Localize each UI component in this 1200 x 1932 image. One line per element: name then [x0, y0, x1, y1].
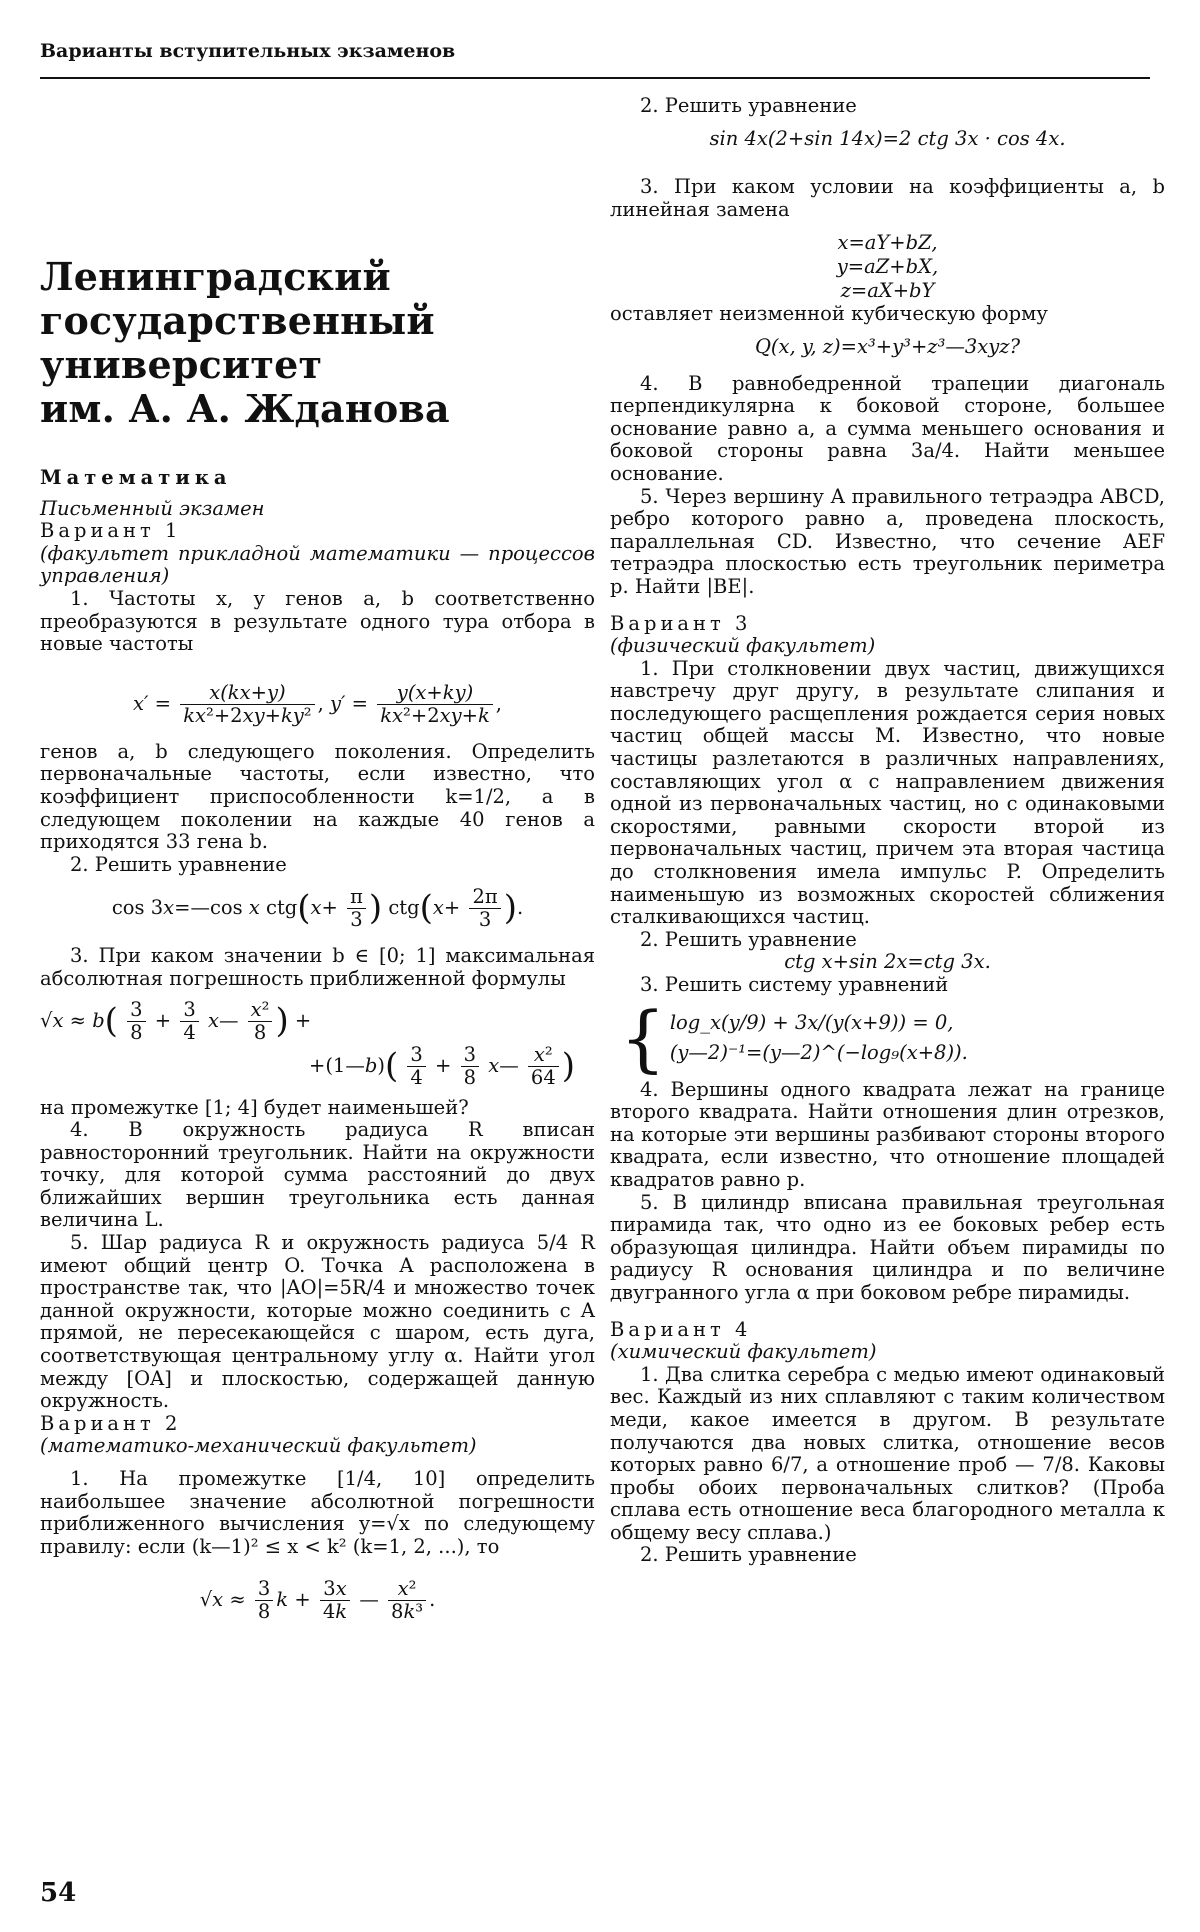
header-rule — [40, 77, 1150, 79]
v1-problem-1-cont: генов a, b следующего поколения. Определить первоначальные частоты, если известно, что коэффициент приспособленности k=1/2, а в следующем поколении на каждые 40 генов a приходятся 33 гена b. — [40, 739, 595, 854]
v1-problem-3-formula-1: √x ≈ b( $\frac{3}{8}$ + $\frac{3}{4}$ x— $\frac{\text{x²}}{8}$ ) + — [40, 997, 312, 1044]
title-line: государственный — [40, 298, 435, 343]
v3-problem-5: 5. В цилиндр вписана правильная треугольная пирамида так, что одно из ее боковых ребер есть образующая цилиндра. Найти объем пирамиды по радиусу R основания цилиндра и по величине двугранного угла α при боковом ребре пирамиды. — [610, 1190, 1165, 1304]
v1-problem-3: 3. При каком значении b ∈ [0; 1] максимальная абсолютная погрешность приближенной формулы — [40, 944, 595, 990]
running-header: Варианты вступительных экзаменов — [40, 40, 456, 62]
subject-heading: Математика — [40, 466, 232, 489]
v1-problem-1-formula: x′ = $\frac{x(kx+y)}{\text{kx²+2xy+ky²}}$ , y′ = $\frac{y(x+ky)}{\text{kx²+2xy+k}}$ , — [133, 680, 502, 727]
variant-3-faculty: (физический факультет) — [610, 634, 876, 658]
university-title — [40, 255, 595, 431]
substitution-line: z=aX+bY — [840, 279, 935, 303]
v3-problem-2-formula: ctg x+sin 2x=ctg 3x. — [784, 950, 991, 974]
system-brace: { — [620, 995, 666, 1080]
v3-problem-3-system — [620, 995, 1165, 1080]
v3-problem-3: 3. Решить систему уравнений — [640, 973, 949, 996]
substitution-line: y=aZ+bX, — [836, 255, 939, 279]
exam-type: Письменный экзамен — [40, 496, 265, 520]
title-line: Ленинградский — [40, 254, 391, 299]
v1-problem-3-cont: на промежутке [1; 4] будет наименьшей? — [40, 1095, 469, 1119]
substitution-line: x=aY+bZ, — [837, 231, 938, 255]
v2-problem-4: 4. В равнобедренной трапеции диагональ перпендикулярна к боковой стороне, большее основание равно a, а сумма меньшего основания и боковой стороны равна 3a/4. Найти меньшее основание. — [610, 371, 1165, 485]
v2-problem-3-formula-2: Q(x, y, z)=x³+y³+z³—3xyz? — [754, 334, 1021, 358]
v2-problem-3-cont: оставляет неизменной кубическую форму — [610, 302, 1048, 326]
system-equation-1: log_x(y/9) + 3x/(y(x+9)) = 0, — [669, 1010, 954, 1034]
page-number: 54 — [40, 1878, 77, 1908]
v2-problem-1: 1. На промежутке [1/4, 10] определить наибольшее значение абсолютной погрешности приближенного вычисления y=√x по следующему правилу: если (k—1)² ≤ x < k² (k=1, 2, ...), то — [40, 1467, 595, 1558]
system-equation-2: (y—2)⁻¹=(y—2)^(−log₉(x+8)). — [669, 1040, 968, 1064]
v3-problem-2: 2. Решить уравнение — [640, 927, 857, 951]
title-line: им. А. А. Жданова — [40, 386, 450, 431]
v2-problem-1-formula: √x ≈ $\frac{3}{8}$ k + $\frac{3x}{4k}$ — $\frac{\text{x²}}{\text{8k³}}$ . — [199, 1577, 436, 1624]
v1-problem-1: 1. Частоты x, y генов a, b соответственно преобразуются в результате одного тура отбора в новые частоты — [40, 586, 595, 656]
v2-problem-5: 5. Через вершину A правильного тетраэдра ABCD, ребро которого равно a, проведена плоскость, параллельная CD. Известно, что сечение AEF тетраэдра плоскостью есть треугольник периметра p. Найти |BE|. — [610, 484, 1165, 598]
v4-problem-2: 2. Решить уравнение — [640, 1543, 857, 1567]
v1-problem-2: 2. Решить уравнение — [70, 852, 287, 876]
v3-problem-1: 1. При столкновении двух частиц, движущихся навстречу друг другу, в результате слипания и последующего расщепления рождается серия новых частиц общей массы M. Известно, что новые частицы разлетаются в различных направлениях, составляющих угол α с направлением движения одной из первоначальных частиц, но с одинаковыми скоростями, равными скорости второй из первоначальных частиц, причем эта вторая частица до столкновения имела импульс P. Определить наименьшую из возможных скоростей сближения сталкивающихся частиц. — [610, 656, 1165, 929]
v1-problem-3-formula-2: +(1—b)( $\frac{3}{4}$ + $\frac{3}{8}$ x— $\frac{\text{x²}}{64}$ ) — [308, 1042, 575, 1089]
v1-problem-2-formula: cos 3x=—cos x ctg(x+ $\frac{\pi}{3}$ ) ctg(x+ $\frac{2\pi}{3}$ ). — [111, 885, 524, 932]
v4-problem-1: 1. Два слитка серебра с медью имеют одинаковый вес. Каждый из них сплавляют с таким количеством меди, какое имеется в другом. В результате получаются два новых слитка, отношение весов которых равно 6/7, а отношение проб — 7/8. Каковы пробы обоих первоначальных слитков? (Проба сплава есть отношение веса благородного металла к общему весу сплава.) — [610, 1362, 1165, 1544]
v2-problem-3: 3. При каком условии на коэффициенты a, b линейная замена — [610, 175, 1165, 221]
variant-2-heading: Вариант 2 — [40, 1411, 182, 1435]
v1-problem-4: 4. В окружность радиуса R вписан равносторонний треугольник. Найти на окружности точку, для которой сумма расстояний до двух ближайших вершин треугольника есть данная величина L. — [40, 1118, 595, 1232]
left-column — [40, 95, 595, 1623]
right-column — [610, 95, 1165, 1567]
variant-4-heading: Вариант 4 — [610, 1317, 752, 1341]
v1-problem-5: 5. Шар радиуса R и окружность радиуса 5/4 R имеют общий центр O. Точка A расположена в пространстве так, что |AO|=5R/4 и множество точек данной окружности, которые можно соединить с A прямой, не пересекающейся с шаром, есть дуга, соответствующая центральному углу α. Найти угол между [OA] и плоскостью, содержащей данную окружность. — [40, 1231, 595, 1413]
title-line: университет — [40, 342, 323, 387]
v3-problem-4: 4. Вершины одного квадрата лежат на границе второго квадрата. Найти отношения длин отрезков, на которые эти вершины разбивают стороны второго квадрата, если известно, что отношение площадей квадратов равно p. — [610, 1077, 1165, 1191]
v2-problem-2-formula: sin 4x(2+sin 14x)=2 ctg 3x · cos 4x. — [709, 126, 1066, 150]
variant-2-faculty: (математико-механический факультет) — [40, 1434, 477, 1458]
v2-problem-3-formula — [610, 231, 1165, 303]
variant-1-heading: Вариант 1 — [40, 519, 182, 543]
variant-3-heading: Вариант 3 — [610, 611, 752, 635]
variant-1-faculty: (факультет прикладной математики — процессов управления) — [40, 541, 595, 588]
variant-4-faculty: (химический факультет) — [610, 1340, 877, 1364]
v2-problem-2: 2. Решить уравнение — [640, 94, 857, 117]
